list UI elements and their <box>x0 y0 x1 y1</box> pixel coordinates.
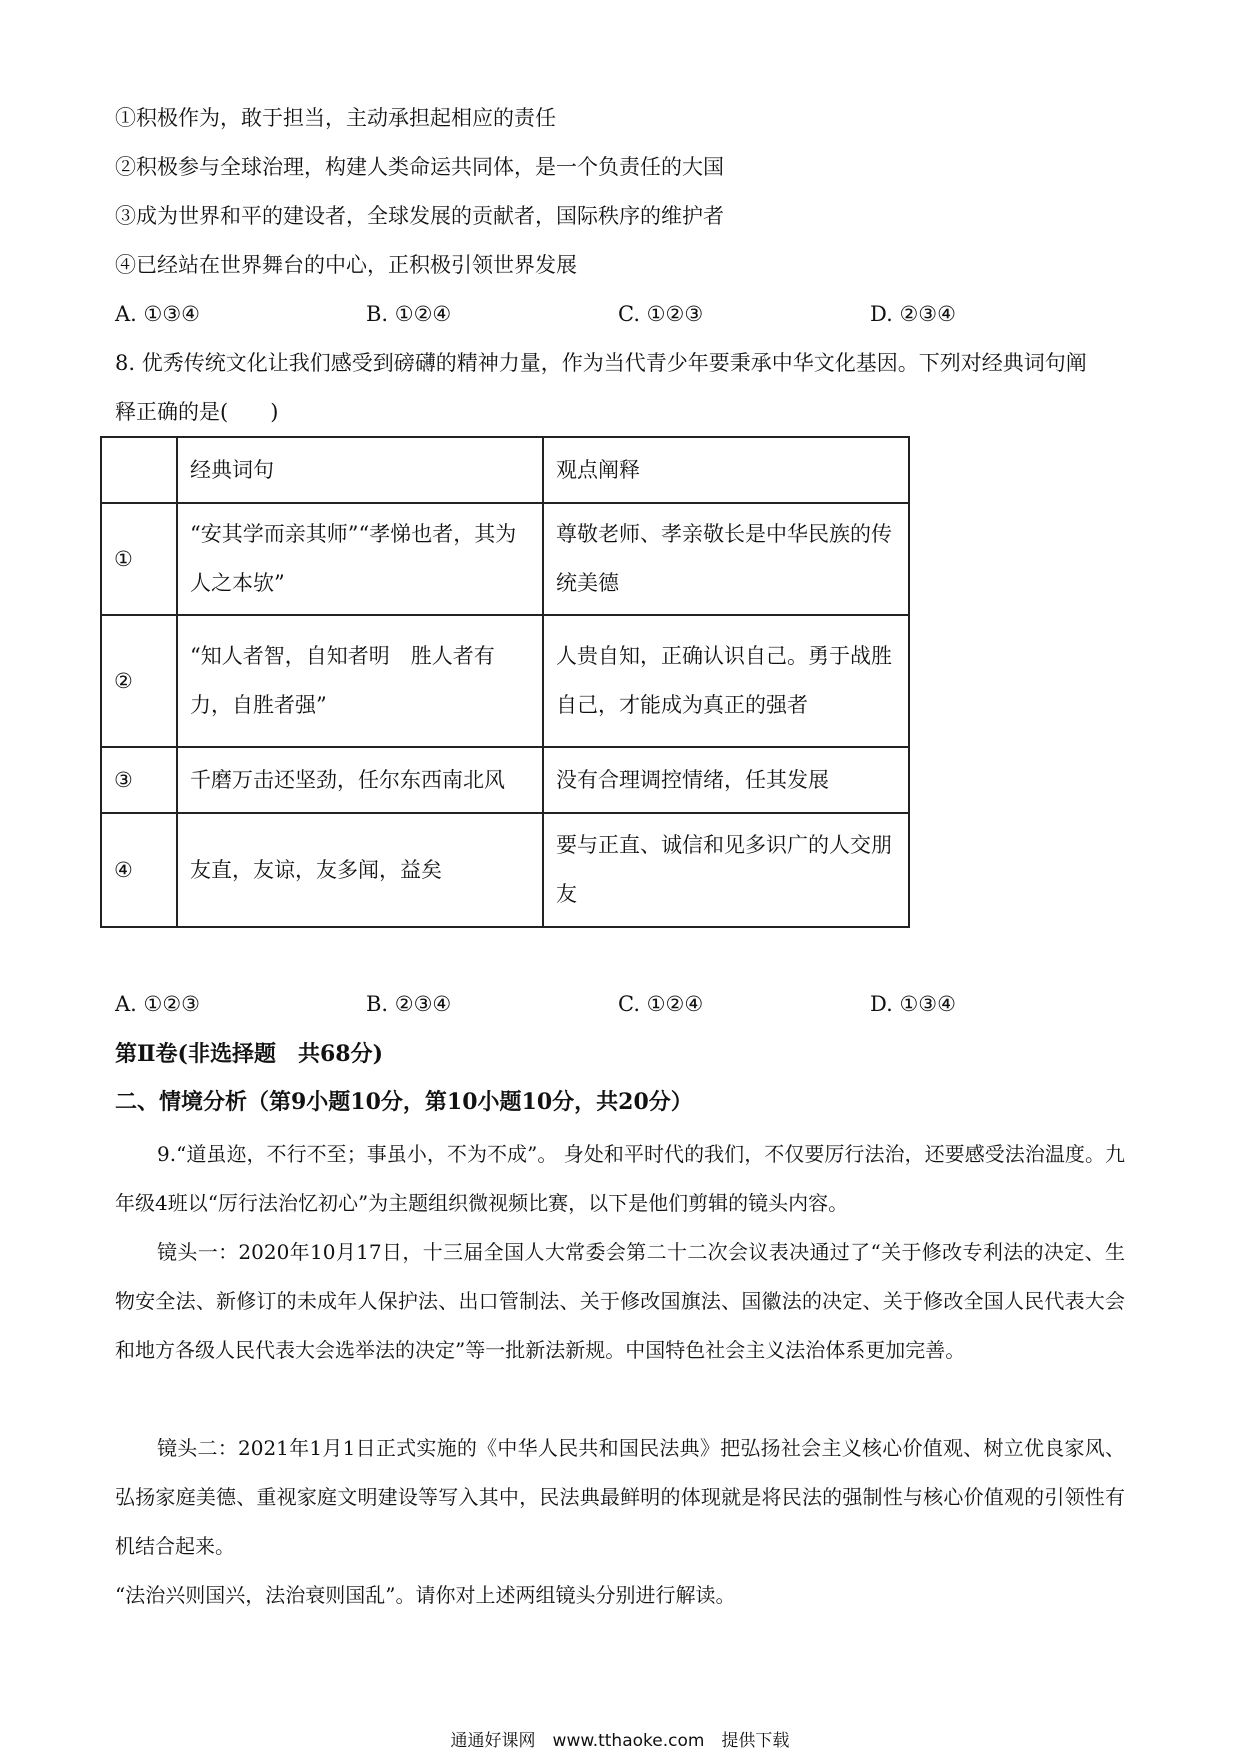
q8-stem-line2: 释正确的是( ) <box>115 400 279 424</box>
q9-shot-2: 镜头二：2021年1月1日正式实施的《中华人民共和国民法典》把弘扬社会主义核心价值观、树立优良家风、弘扬家庭美德、重视家庭文明建设等写入其中，民法典最鲜明的体现就是将民法的强制性与核心价值观的引领性有机结合起来。 <box>115 1436 1125 1558</box>
part-title: 二、情境分析（第9小题10分，第10小题10分，共20分） <box>115 1089 693 1115</box>
q8-stem-line1: 8. 优秀传统文化让我们感受到磅礴的精神力量，作为当代青少年要秉承中华文化基因。下列对经典词句阐 <box>115 351 1087 375</box>
q9-shot-1: 镜头一：2020年10月17日，十三届全国人大常委会第二十二次会议表决通过了“关于修改专利法的决定、生物安全法、新修订的未成年人保护法、出口管制法、关于修改国旗法、国徽法的决定、关于修改全国人民代表大会和地方各级人民代表大会选举法的决定”等一批新法新规。中国特色社会主义法治体系更加完善。 <box>115 1240 1125 1362</box>
classic-quote: “安其学而亲其师”“孝悌也者，其为人之本欤” <box>177 503 543 615</box>
table-header-cell: 观点阐释 <box>543 437 909 503</box>
row-number: ① <box>101 503 177 615</box>
q7-statement-3: ③成为世界和平的建设者，全球发展的贡献者，国际秩序的维护者 <box>115 204 724 228</box>
page-footer: 通通好课网 www.tthaoke.com 提供下载 <box>450 1731 790 1751</box>
table-row <box>101 813 909 927</box>
viewpoint-explanation: 没有合理调控情绪，任其发展 <box>543 747 909 813</box>
table-row <box>101 503 909 615</box>
q8-table <box>100 436 910 928</box>
q7-statement-1: ①积极作为，敢于担当，主动承担起相应的责任 <box>115 106 556 130</box>
row-number: ③ <box>101 747 177 813</box>
q7-statement-4: ④已经站在世界舞台的中心，正积极引领世界发展 <box>115 253 577 277</box>
q7-option-d: D. ②③④ <box>870 302 956 326</box>
q7-statement-2: ②积极参与全球治理，构建人类命运共同体，是一个负责任的大国 <box>115 155 724 179</box>
row-number: ④ <box>101 813 177 927</box>
classic-quote: “知人者智，自知者明 胜人者有力，自胜者强” <box>177 615 543 747</box>
classic-quote: 友直，友谅，友多闻，益矣 <box>177 813 543 927</box>
table-header-cell: 经典词句 <box>177 437 543 503</box>
q8-option-d: D. ①③④ <box>870 992 956 1016</box>
viewpoint-explanation: 要与正直、诚信和见多识广的人交朋友 <box>543 813 909 927</box>
viewpoint-explanation: 尊敬老师、孝亲敬长是中华民族的传统美德 <box>543 503 909 615</box>
table-header-cell <box>101 437 177 503</box>
table-row <box>101 747 909 813</box>
q7-option-b: B. ①②④ <box>366 302 452 326</box>
q9-intro: 9.“道虽迩，不行不至；事虽小，不为不成”。 身处和平时代的我们，不仅要厉行法治，还要感受法治温度。九年级4班以“厉行法治忆初心”为主题组织微视频比赛，以下是他们剪辑的镜头内容。 <box>115 1142 1125 1215</box>
q8-option-a: A. ①②③ <box>115 992 200 1016</box>
q8-option-c: C. ①②④ <box>618 992 704 1016</box>
table-header-row <box>101 437 909 503</box>
section-title: 第Ⅱ卷(非选择题 共68分) <box>115 1041 383 1067</box>
q7-option-a: A. ①③④ <box>115 302 200 326</box>
q7-option-c: C. ①②③ <box>618 302 704 326</box>
q8-option-b: B. ②③④ <box>366 992 452 1016</box>
classic-quote: 千磨万击还坚劲，任尔东西南北风 <box>177 747 543 813</box>
row-number: ② <box>101 615 177 747</box>
table-row <box>101 615 909 747</box>
viewpoint-explanation: 人贵自知，正确认识自己。勇于战胜自己，才能成为真正的强者 <box>543 615 909 747</box>
q9-question: “法治兴则国兴，法治衰则国乱”。请你对上述两组镜头分别进行解读。 <box>115 1583 736 1607</box>
